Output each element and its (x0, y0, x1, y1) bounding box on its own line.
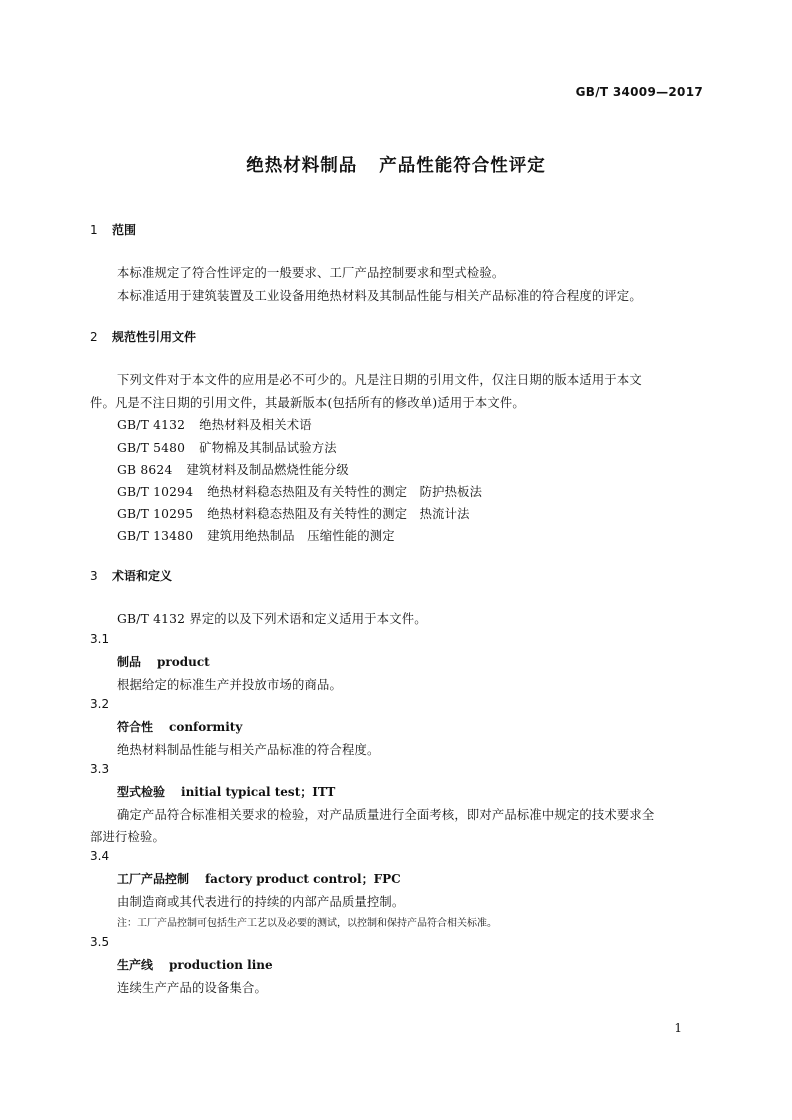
reference-title: 绝热材料稳态热阻及有关特性的测定 热流计法 (207, 507, 470, 521)
section-title: 规范性引用文件 (112, 330, 197, 344)
reference-item (117, 482, 482, 500)
reference-code: GB/T 4132 (117, 418, 186, 432)
reference-code: GB/T 10294 (117, 485, 194, 499)
term-note: 注：工厂产品控制可包括生产工艺以及必要的测试，以控制和保持产品符合相关标准。 (117, 918, 497, 929)
term-zh: 制品 (117, 655, 142, 669)
term-en: production line (169, 958, 273, 972)
references-intro-line-2: 件。凡是不注日期的引用文件，其最新版本(包括所有的修改单)适用于本文件。 (90, 396, 525, 410)
term-heading (117, 718, 242, 735)
section-number: 1 (90, 223, 98, 237)
term-en: conformity (169, 720, 243, 734)
reference-item (117, 438, 337, 456)
title-part-1: 绝热材料制品 (246, 156, 358, 176)
section-2-heading (90, 328, 196, 345)
clause-number: 3.1 (90, 632, 110, 646)
reference-title: 建筑材料及制品燃烧性能分级 (186, 463, 349, 477)
term-heading (117, 653, 210, 670)
reference-title: 绝热材料及相关术语 (199, 418, 312, 432)
term-zh: 生产线 (117, 958, 154, 972)
document-title (0, 152, 792, 177)
term-definition: 由制造商或其代表进行的持续的内部产品质量控制。 (117, 895, 405, 909)
term-en: product (157, 655, 210, 669)
reference-title: 建筑用绝热制品 压缩性能的测定 (207, 529, 395, 543)
reference-code: GB/T 5480 (117, 441, 186, 455)
reference-title: 绝热材料稳态热阻及有关特性的测定 防护热板法 (207, 485, 483, 499)
clause-number: 3.5 (90, 935, 110, 949)
term-heading (117, 956, 273, 973)
term-en: factory product control；FPC (205, 872, 401, 886)
term-definition: 根据给定的标准生产并投放市场的商品。 (117, 678, 342, 692)
clause-number: 3.2 (90, 697, 110, 711)
term-heading (117, 783, 335, 800)
clause-number: 3.4 (90, 849, 110, 863)
term-zh: 工厂产品控制 (117, 872, 190, 886)
term-en: initial typical test；ITT (181, 785, 336, 799)
term-heading (117, 870, 401, 887)
page-number: 1 (674, 1021, 682, 1035)
reference-title: 矿物棉及其制品试验方法 (199, 441, 337, 455)
reference-code: GB/T 10295 (117, 507, 194, 521)
terms-intro: GB/T 4132 界定的以及下列术语和定义适用于本文件。 (117, 612, 427, 626)
term-definition: 确定产品符合标准相关要求的检验，对产品质量进行全面考核，即对产品标准中规定的技术要求全 (117, 808, 655, 822)
reference-item (117, 526, 395, 544)
scope-paragraph-1: 本标准规定了符合性评定的一般要求、工厂产品控制要求和型式检验。 (117, 266, 505, 280)
reference-code: GB 8624 (117, 463, 173, 477)
reference-item (117, 415, 312, 433)
title-part-2: 产品性能符合性评定 (379, 156, 546, 176)
section-title: 范围 (112, 223, 137, 237)
reference-item (117, 504, 470, 522)
standard-code: GB/T 34009—2017 (575, 85, 703, 99)
term-definition-continued: 部进行检验。 (90, 830, 165, 844)
section-number: 3 (90, 569, 98, 583)
scope-paragraph-2: 本标准适用于建筑装置及工业设备用绝热材料及其制品性能与相关产品标准的符合程度的评定。 (117, 289, 642, 303)
references-intro-line-1: 下列文件对于本文件的应用是必不可少的。凡是注日期的引用文件，仅注日期的版本适用于本文 (117, 373, 642, 387)
term-definition: 绝热材料制品性能与相关产品标准的符合程度。 (117, 743, 380, 757)
section-number: 2 (90, 330, 98, 344)
section-title: 术语和定义 (112, 569, 173, 583)
section-1-heading (90, 221, 136, 238)
term-definition: 连续生产产品的设备集合。 (117, 981, 267, 995)
term-zh: 符合性 (117, 720, 154, 734)
term-zh: 型式检验 (117, 785, 166, 799)
reference-item (117, 460, 349, 478)
clause-number: 3.3 (90, 762, 110, 776)
reference-code: GB/T 13480 (117, 529, 194, 543)
section-3-heading (90, 567, 172, 584)
